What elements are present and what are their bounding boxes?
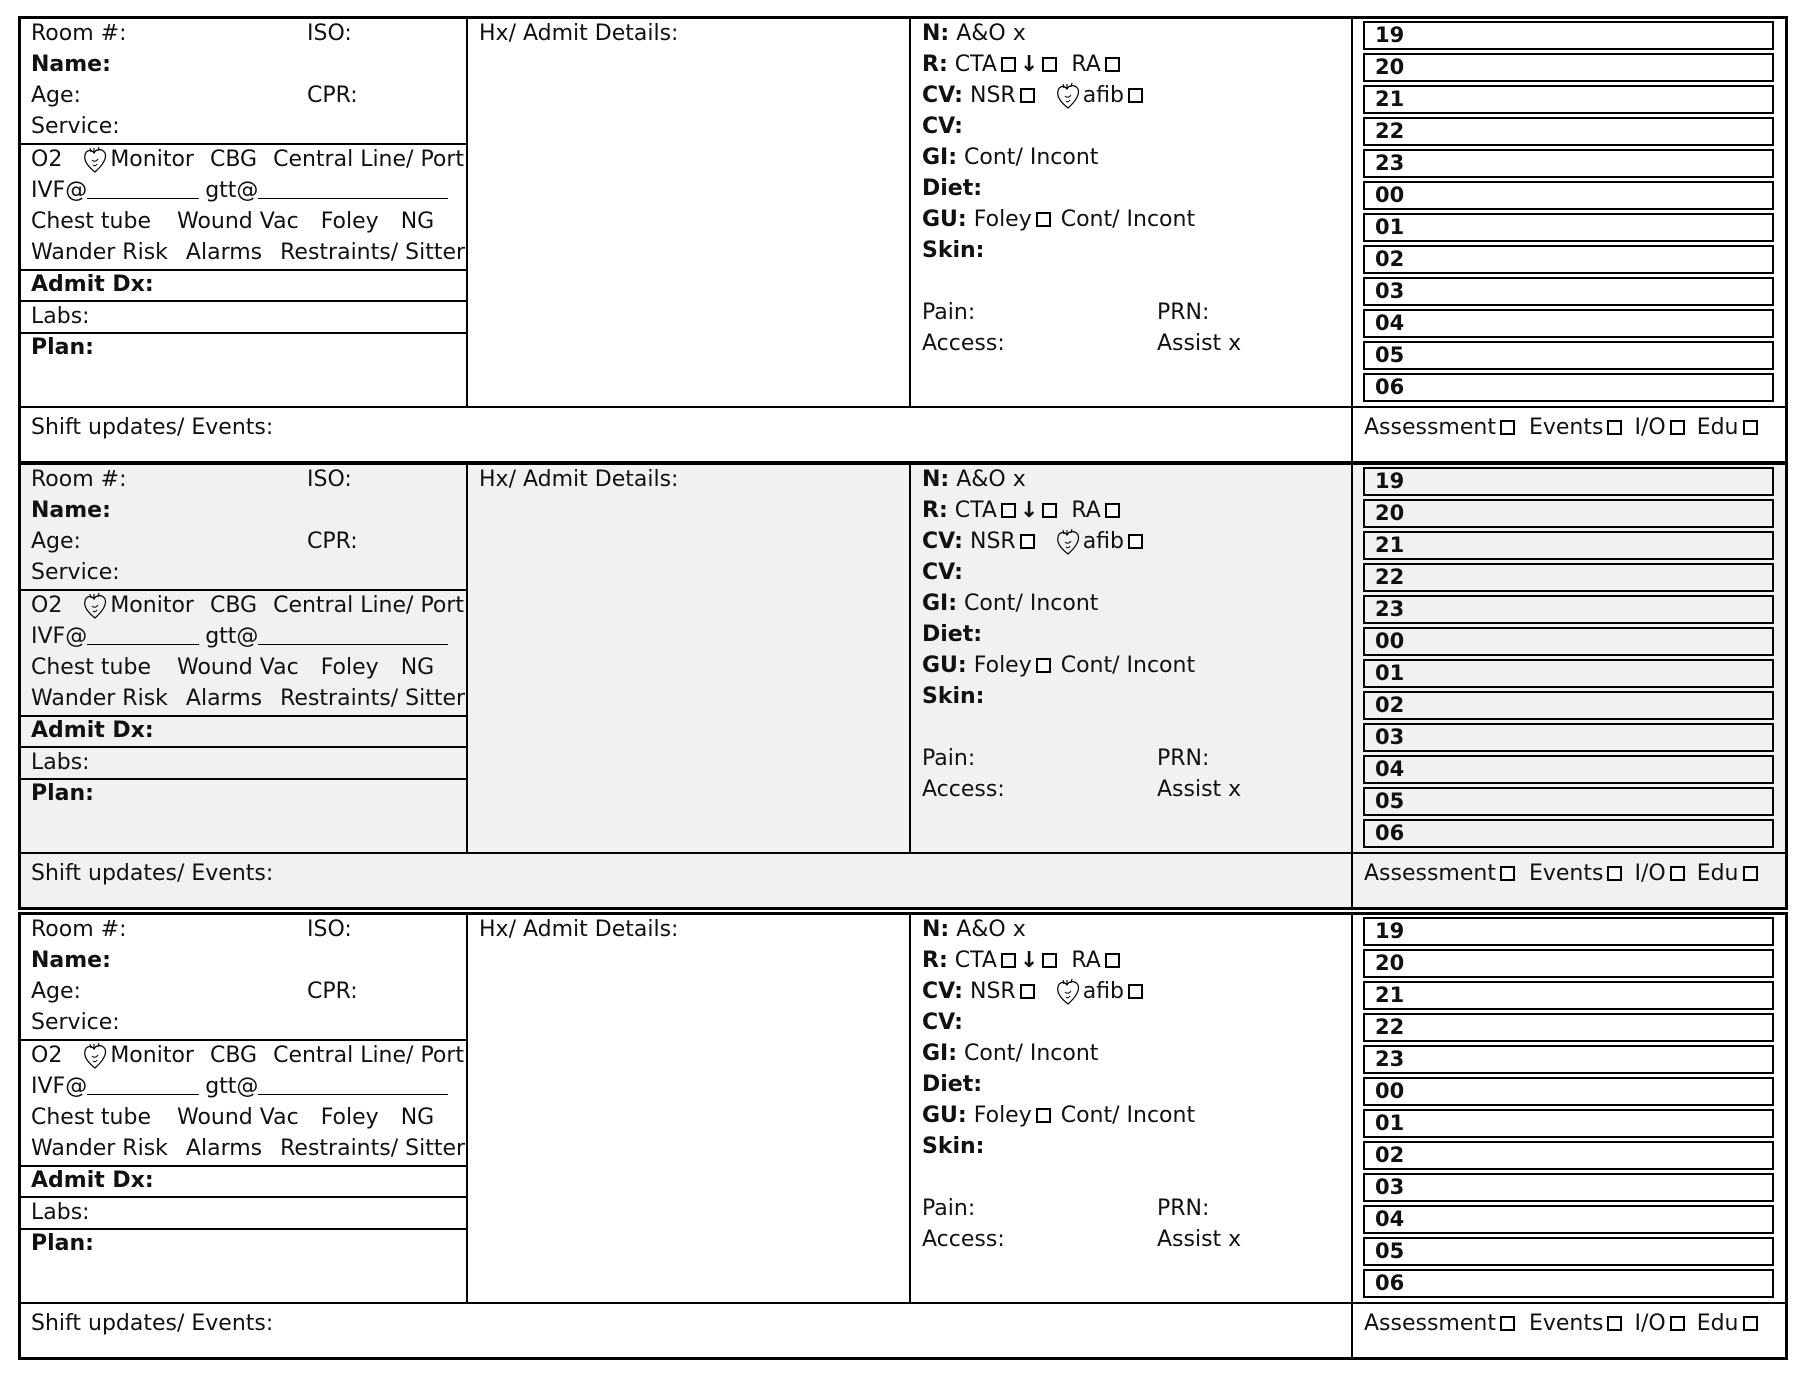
checkbox-icon[interactable] (1128, 88, 1143, 103)
checkbox-icon[interactable] (1500, 866, 1515, 881)
plan-label: Plan: (31, 335, 94, 360)
cta-label: CTA (954, 52, 997, 77)
gtt-label: gtt@ (205, 1074, 259, 1099)
afib-label: afib (1082, 83, 1125, 108)
restraints-label: Restraints/ Sitter (280, 240, 466, 265)
down-arrow-icon: ↓ (1019, 498, 1039, 523)
devices-row (31, 1041, 464, 1071)
hour-row[interactable]: 04 (1363, 1205, 1774, 1234)
hour-row[interactable]: 04 (1363, 755, 1774, 784)
n-label: N: (922, 467, 950, 492)
ng-label: NG (400, 209, 435, 234)
o2-label: O2 (31, 593, 63, 618)
afib-label: afib (1082, 529, 1125, 554)
checkbox-icon[interactable] (1020, 534, 1035, 549)
hour-row[interactable]: 03 (1363, 723, 1774, 752)
hour-row[interactable]: 19 (1363, 467, 1774, 496)
nsr-label: NSR (969, 529, 1016, 554)
hour-row[interactable]: 21 (1363, 531, 1774, 560)
admit-dx-label: Admit Dx: (31, 1168, 154, 1193)
ivf-blank[interactable] (87, 624, 199, 645)
hour-row[interactable]: 06 (1363, 819, 1774, 848)
wound-vac-label: Wound Vac (177, 1105, 299, 1130)
hx-label: Hx/ Admit Details: (479, 21, 679, 46)
checkbox-icon[interactable] (1001, 57, 1016, 72)
hour-row[interactable]: 03 (1363, 1173, 1774, 1202)
cpr-label: CPR: (307, 529, 358, 554)
heart-icon (82, 1042, 108, 1070)
hour-row[interactable]: 22 (1363, 563, 1774, 592)
chest-tube-label: Chest tube (31, 1105, 151, 1130)
hour-row[interactable]: 06 (1363, 1269, 1774, 1298)
shift-checklist (1364, 413, 1762, 443)
shift-updates-label: Shift updates/ Events: (31, 1311, 274, 1336)
foley-label: Foley (320, 1105, 379, 1130)
hour-row[interactable]: 20 (1363, 949, 1774, 978)
labs-label: Labs: (31, 304, 90, 329)
patient-block (18, 462, 1788, 910)
ivf-row (31, 622, 448, 652)
r-label: R: (922, 498, 948, 523)
hour-row[interactable]: 21 (1363, 85, 1774, 114)
checkbox-icon[interactable] (1036, 212, 1051, 227)
cv-row (922, 81, 1147, 111)
io-label: I/O (1634, 1311, 1666, 1336)
labs-label: Labs: (31, 750, 90, 775)
admit-dx-label: Admit Dx: (31, 272, 154, 297)
gtt-blank[interactable] (258, 624, 448, 645)
checkbox-icon[interactable] (1042, 57, 1057, 72)
gi-value: Cont/ Incont (964, 145, 1099, 170)
access-label: Access: (922, 331, 1005, 356)
hour-row[interactable]: 05 (1363, 787, 1774, 816)
neuro-row (922, 19, 1026, 49)
divider (1351, 915, 1353, 1360)
assist-label: Assist x (1157, 777, 1242, 802)
nsr-label: NSR (969, 979, 1016, 1004)
foley-label: Foley (320, 655, 379, 680)
n-label: N: (922, 917, 950, 942)
gu-row (922, 1101, 1195, 1131)
shift-checklist (1364, 859, 1762, 889)
lines-row (31, 207, 434, 237)
o2-label: O2 (31, 147, 63, 172)
hour-row[interactable]: 01 (1363, 1109, 1774, 1138)
gtt-label: gtt@ (205, 178, 259, 203)
gu-row (922, 651, 1195, 681)
n-value: A&O x (956, 467, 1026, 492)
cbg-label: CBG (209, 1043, 258, 1068)
assessment-label: Assessment (1364, 861, 1496, 886)
checkbox-icon[interactable] (1020, 88, 1035, 103)
monitor-label: Monitor (110, 593, 194, 618)
gi-row (922, 589, 1098, 619)
checkbox-icon[interactable] (1105, 503, 1120, 518)
neuro-row (922, 465, 1026, 495)
cbg-label: CBG (209, 593, 258, 618)
gi-row (922, 143, 1098, 173)
patient-block (18, 912, 1788, 1360)
hour-row[interactable]: 01 (1363, 659, 1774, 688)
pain-label: Pain: (922, 300, 976, 325)
hour-row[interactable]: 02 (1363, 1141, 1774, 1170)
plan-label: Plan: (31, 781, 94, 806)
skin-label: Skin: (922, 1134, 985, 1159)
service-label: Service: (31, 114, 120, 139)
wander-risk-label: Wander Risk (31, 1136, 168, 1161)
io-label: I/O (1634, 861, 1666, 886)
hour-row[interactable]: 02 (1363, 691, 1774, 720)
central-line-label: Central Line/ Port (273, 147, 465, 172)
ivf-row (31, 1072, 448, 1102)
age-label: Age: (31, 83, 81, 108)
hour-row[interactable]: 23 (1363, 149, 1774, 178)
hour-row[interactable]: 19 (1363, 917, 1774, 946)
assessment-label: Assessment (1364, 1311, 1496, 1336)
shift-checklist (1364, 1309, 1762, 1339)
cv2-label: CV: (922, 1010, 963, 1035)
io-label: I/O (1634, 415, 1666, 440)
wander-risk-label: Wander Risk (31, 686, 168, 711)
safety-row (31, 1134, 465, 1164)
checkbox-icon[interactable] (1670, 420, 1685, 435)
resp-row (922, 496, 1124, 526)
cv2-label: CV: (922, 560, 963, 585)
edu-label: Edu (1696, 861, 1739, 886)
prn-label: PRN: (1157, 300, 1210, 325)
diet-label: Diet: (922, 176, 983, 201)
divider (1351, 19, 1353, 464)
checkbox-icon[interactable] (1001, 503, 1016, 518)
chest-tube-label: Chest tube (31, 209, 151, 234)
assist-label: Assist x (1157, 331, 1242, 356)
r-label: R: (922, 948, 948, 973)
divider (466, 915, 468, 1304)
events-label: Events (1528, 861, 1604, 886)
n-value: A&O x (956, 21, 1026, 46)
shift-updates-label: Shift updates/ Events: (31, 861, 274, 886)
wound-vac-label: Wound Vac (177, 209, 299, 234)
heart-icon (1055, 528, 1081, 556)
gu-cont-label: Cont/ Incont (1060, 207, 1196, 232)
ra-label: RA (1071, 948, 1101, 973)
ra-label: RA (1071, 52, 1101, 77)
cv-row (922, 527, 1147, 557)
hour-row[interactable]: 22 (1363, 1013, 1774, 1042)
ivf-label: IVF@ (31, 1074, 88, 1099)
admit-dx-label: Admit Dx: (31, 718, 154, 743)
hour-row[interactable]: 04 (1363, 309, 1774, 338)
alarms-label: Alarms (185, 240, 263, 265)
room-label: Room #: (31, 467, 127, 492)
divider (21, 852, 1785, 854)
cpr-label: CPR: (307, 979, 358, 1004)
heart-icon (1055, 82, 1081, 110)
hour-row[interactable]: 22 (1363, 117, 1774, 146)
ng-label: NG (400, 1105, 435, 1130)
checkbox-icon[interactable] (1128, 534, 1143, 549)
checkbox-icon[interactable] (1670, 866, 1685, 881)
cv-label: CV: (922, 529, 963, 554)
ivf-row (31, 176, 448, 206)
divider (909, 19, 911, 408)
checkbox-icon[interactable] (1607, 420, 1622, 435)
checkbox-icon[interactable] (1042, 503, 1057, 518)
chest-tube-label: Chest tube (31, 655, 151, 680)
ng-label: NG (400, 655, 435, 680)
gi-label: GI: (922, 1041, 958, 1066)
afib-label: afib (1082, 979, 1125, 1004)
resp-row (922, 50, 1124, 80)
gtt-blank[interactable] (258, 1074, 448, 1095)
hour-row[interactable]: 23 (1363, 1045, 1774, 1074)
ivf-blank[interactable] (87, 178, 199, 199)
gi-row (922, 1039, 1098, 1069)
checkbox-icon[interactable] (1020, 984, 1035, 999)
hour-row[interactable]: 00 (1363, 1077, 1774, 1106)
n-value: A&O x (956, 917, 1026, 942)
gu-label: GU: (922, 1103, 967, 1128)
service-label: Service: (31, 1010, 120, 1035)
divider (909, 465, 911, 854)
prn-label: PRN: (1157, 1196, 1210, 1221)
heart-icon (1055, 978, 1081, 1006)
monitor-label: Monitor (110, 1043, 194, 1068)
labs-label: Labs: (31, 1200, 90, 1225)
ivf-label: IVF@ (31, 178, 88, 203)
gu-foley-label: Foley (973, 653, 1032, 678)
pain-label: Pain: (922, 1196, 976, 1221)
name-label: Name: (31, 948, 111, 973)
hour-row[interactable]: 05 (1363, 341, 1774, 370)
iso-label: ISO: (307, 21, 352, 46)
lines-row (31, 1103, 434, 1133)
hour-row[interactable]: 00 (1363, 627, 1774, 656)
hx-label: Hx/ Admit Details: (479, 467, 679, 492)
gu-cont-label: Cont/ Incont (1060, 1103, 1196, 1128)
hour-row[interactable]: 19 (1363, 21, 1774, 50)
checkbox-icon[interactable] (1500, 1316, 1515, 1331)
divider (21, 406, 1785, 408)
age-label: Age: (31, 979, 81, 1004)
checkbox-icon[interactable] (1607, 1316, 1622, 1331)
prn-label: PRN: (1157, 746, 1210, 771)
service-label: Service: (31, 560, 120, 585)
safety-row (31, 238, 465, 268)
hx-label: Hx/ Admit Details: (479, 917, 679, 942)
ivf-label: IVF@ (31, 624, 88, 649)
checkbox-icon[interactable] (1042, 953, 1057, 968)
heart-icon (82, 592, 108, 620)
cv-label: CV: (922, 83, 963, 108)
diet-label: Diet: (922, 622, 983, 647)
checkbox-icon[interactable] (1670, 1316, 1685, 1331)
diet-label: Diet: (922, 1072, 983, 1097)
checkbox-icon[interactable] (1128, 984, 1143, 999)
iso-label: ISO: (307, 917, 352, 942)
hour-row[interactable]: 03 (1363, 277, 1774, 306)
cv-row (922, 977, 1147, 1007)
safety-row (31, 684, 465, 714)
plan-label: Plan: (31, 1231, 94, 1256)
divider (909, 915, 911, 1304)
lines-row (31, 653, 434, 683)
patient-block (18, 16, 1788, 464)
access-label: Access: (922, 1227, 1005, 1252)
gu-foley-label: Foley (973, 1103, 1032, 1128)
divider (1351, 465, 1353, 910)
hour-row[interactable]: 23 (1363, 595, 1774, 624)
central-line-label: Central Line/ Port (273, 1043, 465, 1068)
wound-vac-label: Wound Vac (177, 655, 299, 680)
gu-row (922, 205, 1195, 235)
hour-row[interactable]: 05 (1363, 1237, 1774, 1266)
divider (466, 465, 468, 854)
devices-row (31, 145, 464, 175)
hour-row[interactable]: 20 (1363, 499, 1774, 528)
gu-foley-label: Foley (973, 207, 1032, 232)
checkbox-icon[interactable] (1036, 658, 1051, 673)
name-label: Name: (31, 52, 111, 77)
ivf-blank[interactable] (87, 1074, 199, 1095)
access-label: Access: (922, 777, 1005, 802)
checkbox-icon[interactable] (1500, 420, 1515, 435)
hour-row[interactable]: 02 (1363, 245, 1774, 274)
divider (466, 19, 468, 408)
hour-row[interactable]: 20 (1363, 53, 1774, 82)
hour-row[interactable]: 06 (1363, 373, 1774, 402)
pain-label: Pain: (922, 746, 976, 771)
cta-label: CTA (954, 498, 997, 523)
gu-cont-label: Cont/ Incont (1060, 653, 1196, 678)
cbg-label: CBG (209, 147, 258, 172)
room-label: Room #: (31, 917, 127, 942)
foley-label: Foley (320, 209, 379, 234)
checkbox-icon[interactable] (1105, 953, 1120, 968)
hour-row[interactable]: 21 (1363, 981, 1774, 1010)
gi-label: GI: (922, 145, 958, 170)
ra-label: RA (1071, 498, 1101, 523)
cpr-label: CPR: (307, 83, 358, 108)
alarms-label: Alarms (185, 1136, 263, 1161)
cv-label: CV: (922, 979, 963, 1004)
down-arrow-icon: ↓ (1019, 948, 1039, 973)
room-label: Room #: (31, 21, 127, 46)
name-label: Name: (31, 498, 111, 523)
shift-updates-label: Shift updates/ Events: (31, 415, 274, 440)
gu-label: GU: (922, 207, 967, 232)
checkbox-icon[interactable] (1001, 953, 1016, 968)
assist-label: Assist x (1157, 1227, 1242, 1252)
events-label: Events (1528, 1311, 1604, 1336)
events-label: Events (1528, 415, 1604, 440)
iso-label: ISO: (307, 467, 352, 492)
r-label: R: (922, 52, 948, 77)
heart-icon (82, 146, 108, 174)
gtt-label: gtt@ (205, 624, 259, 649)
hour-row[interactable]: 00 (1363, 181, 1774, 210)
checkbox-icon[interactable] (1743, 1316, 1758, 1331)
restraints-label: Restraints/ Sitter (280, 686, 466, 711)
age-label: Age: (31, 529, 81, 554)
checkbox-icon[interactable] (1607, 866, 1622, 881)
monitor-label: Monitor (110, 147, 194, 172)
down-arrow-icon: ↓ (1019, 52, 1039, 77)
assessment-label: Assessment (1364, 415, 1496, 440)
hour-row[interactable]: 01 (1363, 213, 1774, 242)
wander-risk-label: Wander Risk (31, 240, 168, 265)
skin-label: Skin: (922, 684, 985, 709)
checkbox-icon[interactable] (1743, 420, 1758, 435)
gtt-blank[interactable] (258, 178, 448, 199)
checkbox-icon[interactable] (1105, 57, 1120, 72)
edu-label: Edu (1696, 1311, 1739, 1336)
restraints-label: Restraints/ Sitter (280, 1136, 466, 1161)
cta-label: CTA (954, 948, 997, 973)
checkbox-icon[interactable] (1743, 866, 1758, 881)
gu-label: GU: (922, 653, 967, 678)
o2-label: O2 (31, 1043, 63, 1068)
alarms-label: Alarms (185, 686, 263, 711)
checkbox-icon[interactable] (1036, 1108, 1051, 1123)
divider (21, 1302, 1785, 1304)
cv2-label: CV: (922, 114, 963, 139)
nsr-label: NSR (969, 83, 1016, 108)
resp-row (922, 946, 1124, 976)
edu-label: Edu (1696, 415, 1739, 440)
gi-value: Cont/ Incont (964, 591, 1099, 616)
neuro-row (922, 915, 1026, 945)
central-line-label: Central Line/ Port (273, 593, 465, 618)
skin-label: Skin: (922, 238, 985, 263)
gi-value: Cont/ Incont (964, 1041, 1099, 1066)
gi-label: GI: (922, 591, 958, 616)
devices-row (31, 591, 464, 621)
n-label: N: (922, 21, 950, 46)
